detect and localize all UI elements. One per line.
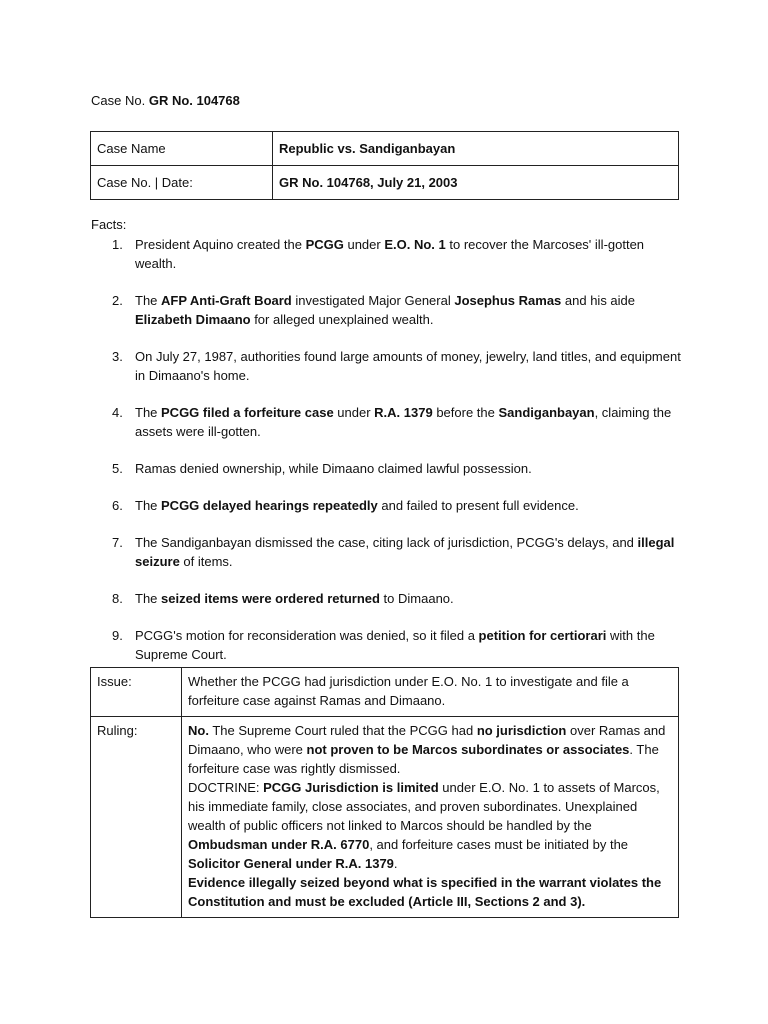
fact-number: 9. <box>112 628 123 643</box>
case-no-label: Case No. <box>91 93 146 108</box>
text-run: with the Supreme Court. <box>135 628 655 662</box>
fact-number: 3. <box>112 349 123 364</box>
text-run: , and forfeiture cases must be initiated by the <box>369 837 629 852</box>
text-run: The <box>135 498 162 513</box>
fact-item <box>91 403 681 441</box>
text-run: before the <box>432 405 499 420</box>
case-no-value: GR No. 104768 <box>148 93 240 108</box>
text-run: PCGG's motion for reconsideration was denied, so it filed a <box>135 628 479 643</box>
case-date-label: Case No. | Date: <box>91 166 273 200</box>
case-name-value: Republic vs. Sandiganbayan <box>273 132 679 166</box>
bold-text: Josephus Ramas <box>454 293 562 308</box>
bold-text: PCGG delayed hearings repeatedly <box>161 498 378 513</box>
bold-text: Sandiganbayan <box>498 405 595 420</box>
text-run: The Sandiganbayan dismissed the case, citing lack of jurisdiction, PCGG's delays, and <box>135 535 638 550</box>
fact-item <box>91 626 681 664</box>
bold-text: PCGG Jurisdiction is limited <box>263 780 439 795</box>
table-row <box>91 717 679 918</box>
facts-heading: Facts: <box>91 217 127 232</box>
fact-number: 6. <box>112 498 123 513</box>
text-run: The <box>135 293 162 308</box>
text-run: to recover the Marcoses' ill-gotten wealth. <box>135 237 645 271</box>
ruling-text <box>188 721 672 778</box>
fact-item <box>91 533 681 571</box>
case-number-heading <box>91 93 240 108</box>
fact-item <box>91 347 681 385</box>
facts-list <box>91 235 681 682</box>
ruling-label: Ruling: <box>91 717 182 918</box>
bold-text: PCGG filed a forfeiture case <box>161 405 334 420</box>
text-run: under <box>333 405 375 420</box>
bold-text: illegal seizure <box>135 535 675 569</box>
doctrine-text <box>188 778 672 873</box>
fact-number: 2. <box>112 293 123 308</box>
text-run: The <box>135 591 162 606</box>
text-run: The <box>135 405 162 420</box>
case-date-value: GR No. 104768, July 21, 2003 <box>273 166 679 200</box>
text-run: under <box>343 237 385 252</box>
text-run: . The forfeiture case was rightly dismissed. <box>188 742 659 776</box>
bold-text: not proven to be Marcos subordinates or associates <box>306 742 630 757</box>
bold-text: Ombudsman under R.A. 6770 <box>188 837 370 852</box>
bold-text: R.A. 1379 <box>374 405 433 420</box>
text-run: of items. <box>179 554 233 569</box>
fact-number: 1. <box>112 237 123 252</box>
text-run: to Dimaano. <box>379 591 454 606</box>
bold-text: PCGG <box>305 237 344 252</box>
text-run: . <box>393 856 398 871</box>
text-run: The Supreme Court ruled that the PCGG had <box>208 723 477 738</box>
text-run: and his aide <box>561 293 636 308</box>
fact-number: 4. <box>112 405 123 420</box>
text-run: investigated Major General <box>291 293 455 308</box>
issue-text: Whether the PCGG had jurisdiction under E.O. No. 1 to investigate and file a forfeiture case against Ramas and Dimaano. <box>182 668 679 717</box>
table-row <box>91 166 679 200</box>
fact-number: 8. <box>112 591 123 606</box>
ruling-cell <box>182 717 679 918</box>
evidence-text <box>188 873 672 911</box>
text-run: DOCTRINE: <box>188 780 264 795</box>
text-run: , claiming the assets were ill-gotten. <box>135 405 672 439</box>
text-run: under E.O. No. 1 to assets of Marcos, his immediate family, close associates, and proven subordinates. Unexplained wealth of public officers not linked to Marcos should be handled by the <box>188 780 660 833</box>
fact-item <box>91 291 681 329</box>
text-run: for alleged unexplained wealth. <box>250 312 434 327</box>
fact-item <box>91 589 681 608</box>
text-run: Ramas denied ownership, while Dimaano claimed lawful possession. <box>135 461 532 476</box>
bold-text: AFP Anti-Graft Board <box>161 293 292 308</box>
text-run: President Aquino created the <box>135 237 306 252</box>
fact-item <box>91 235 681 273</box>
bold-text: E.O. No. 1 <box>384 237 446 252</box>
fact-number: 5. <box>112 461 123 476</box>
bold-text: Solicitor General under R.A. 1379 <box>188 856 394 871</box>
fact-item <box>91 459 681 478</box>
bold-text: seized items were ordered returned <box>161 591 380 606</box>
fact-item <box>91 496 681 515</box>
bold-text: No. <box>188 723 209 738</box>
text-run: On July 27, 1987, authorities found large amounts of money, jewelry, land titles, and equipment in Dimaano's home. <box>135 349 681 383</box>
bold-text: no jurisdiction <box>476 723 567 738</box>
text-run: over Ramas and Dimaano, who were <box>188 723 666 757</box>
issue-label: Issue: <box>91 668 182 717</box>
table-row <box>91 132 679 166</box>
text-run: and failed to present full evidence. <box>377 498 579 513</box>
bold-text: petition for certiorari <box>478 628 607 643</box>
bold-text: Elizabeth Dimaano <box>135 312 251 327</box>
case-name-label: Case Name <box>91 132 273 166</box>
case-info-table <box>90 131 679 200</box>
issue-ruling-table <box>90 667 679 918</box>
evidence-bold: Evidence illegally seized beyond what is specified in the warrant violates the Constitution and must be excluded (Article III, Sections 2 and 3). <box>188 875 662 909</box>
fact-number: 7. <box>112 535 123 550</box>
table-row <box>91 668 679 717</box>
